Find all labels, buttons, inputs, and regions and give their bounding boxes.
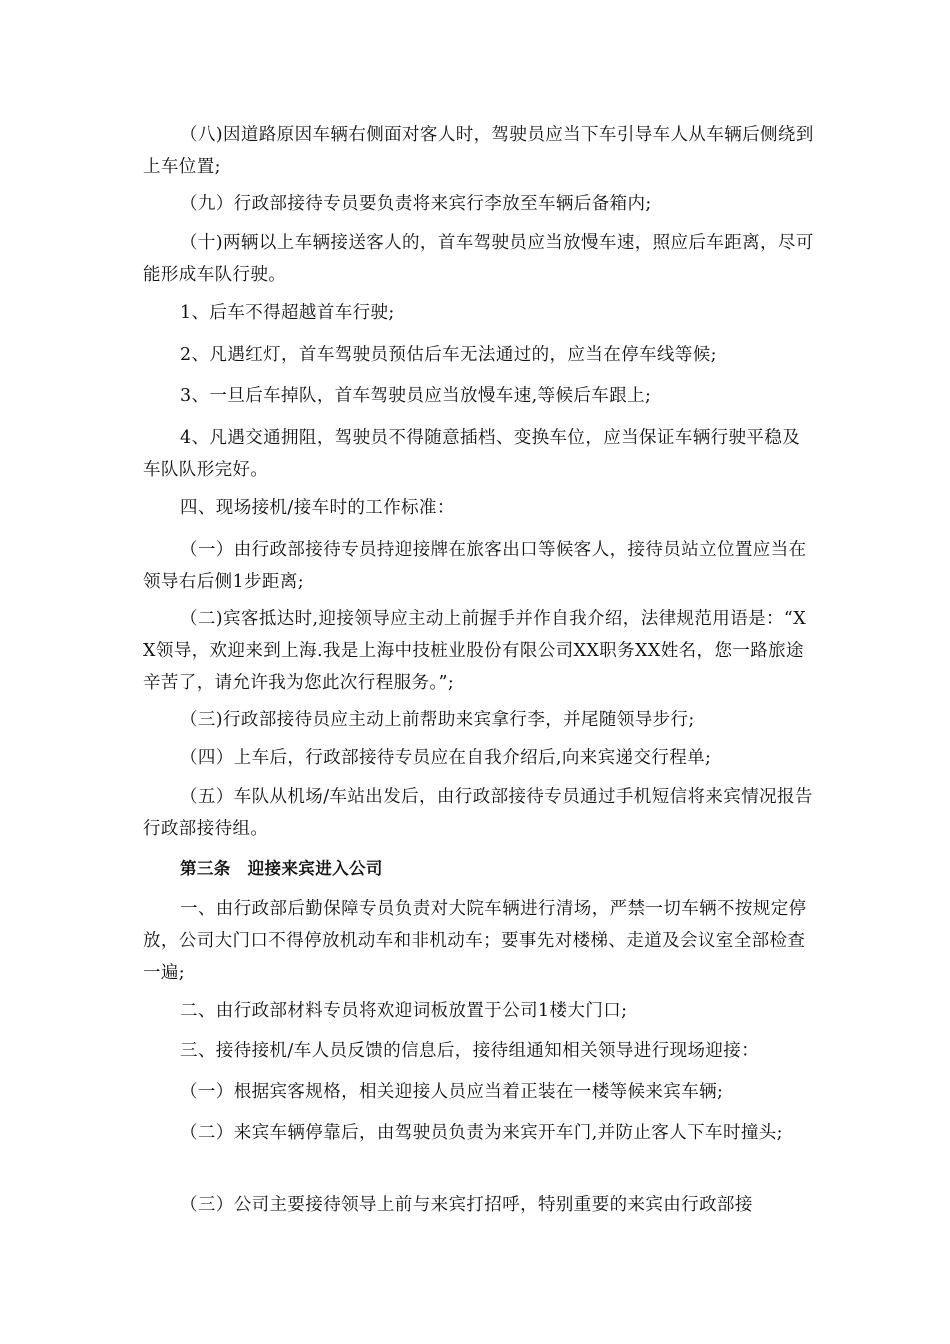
paragraph-step-3: 三、接待接机/车人员反馈的信息后，接待组通知相关领导进行现场迎接： [180,1041,760,1061]
paragraph-step-2: 二、由行政部材料专员将欢迎词板放置于公司1楼大门口; [180,1001,628,1021]
paragraph-sub-3: （三)行政部接待员应主动上前帮助来宾拿行李，并尾随领导步行; [180,710,695,730]
paragraph-step-3-sub-3: （三）公司主要接待领导上前与来宾打招呼，特别重要的来宾由行政部接 [180,1195,753,1215]
paragraph-step-1: 一、由行政部后勤保障专员负责对大院车辆进行清场，严禁一切车辆不按规定停放，公司大门口不得停放机动车和非机动车；要事先对楼梯、走道及会议室全部检查一遍; [143,899,807,983]
paragraph-step-3-sub-1: （一）根据宾客规格，相关迎接人员应当着正装在一楼等候来宾车辆; [180,1082,724,1102]
paragraph-sub-5: （五）车队从机场/车站出发后，由行政部接待专员通过手机短信将来宾情况报告行政部接待组。 [143,787,813,839]
paragraph-sub-4: （四）上车后，行政部接待专员应在自我介绍后,向来宾递交行程单; [180,748,712,768]
paragraph-rule-3: 3、一旦后车掉队，首车驾驶员应当放慢车速,等候后车跟上; [180,386,652,406]
section-heading-4: 四、现场接机/接车时的工作标准： [180,498,455,518]
paragraph-sub-2: （二)宾客抵达时,迎接领导应主动上前握手并作自我介绍，法律规范用语是：“XX领导，欢迎来到上海.我是上海中技桩业股份有限公司XX职务XX姓名，您一路旅途辛苦了，请允许我为您此次行程服务。”; [143,609,807,693]
paragraph-rule-2: 2、凡遇红灯，首车驾驶员预估后车无法通过的，应当在停车线等候; [180,345,717,365]
paragraph-rule-1: 1、后车不得超越首车行驶; [180,303,395,323]
paragraph-item-9: （九）行政部接待专员要负责将来宾行李放至车辆后备箱内; [180,194,652,214]
article-heading: 第三条 迎接来宾进入公司 [180,859,383,878]
paragraph-rule-4: 4、凡遇交通拥阻，驾驶员不得随意插档、变换车位，应当保证车辆行驶平稳及车队队形完好。 [143,428,801,480]
paragraph-step-3-sub-2: （二）来宾车辆停靠后，由驾驶员负责为来宾开车门,并防止客人下车时撞头; [180,1123,783,1143]
paragraph-sub-1: （一）由行政部接待专员持迎接牌在旅客出口等候客人，接待员站立位置应当在领导右后侧1步距离; [143,540,807,592]
paragraph-item-10: （十)两辆以上车辆接送客人的，首车驾驶员应当放慢车速，照应后车距离，尽可能形成车队行驶。 [143,233,814,285]
paragraph-item-8: （八)因道路原因车辆右侧面对客人时，驾驶员应当下车引导车人从车辆后侧绕到上车位置; [143,125,814,177]
